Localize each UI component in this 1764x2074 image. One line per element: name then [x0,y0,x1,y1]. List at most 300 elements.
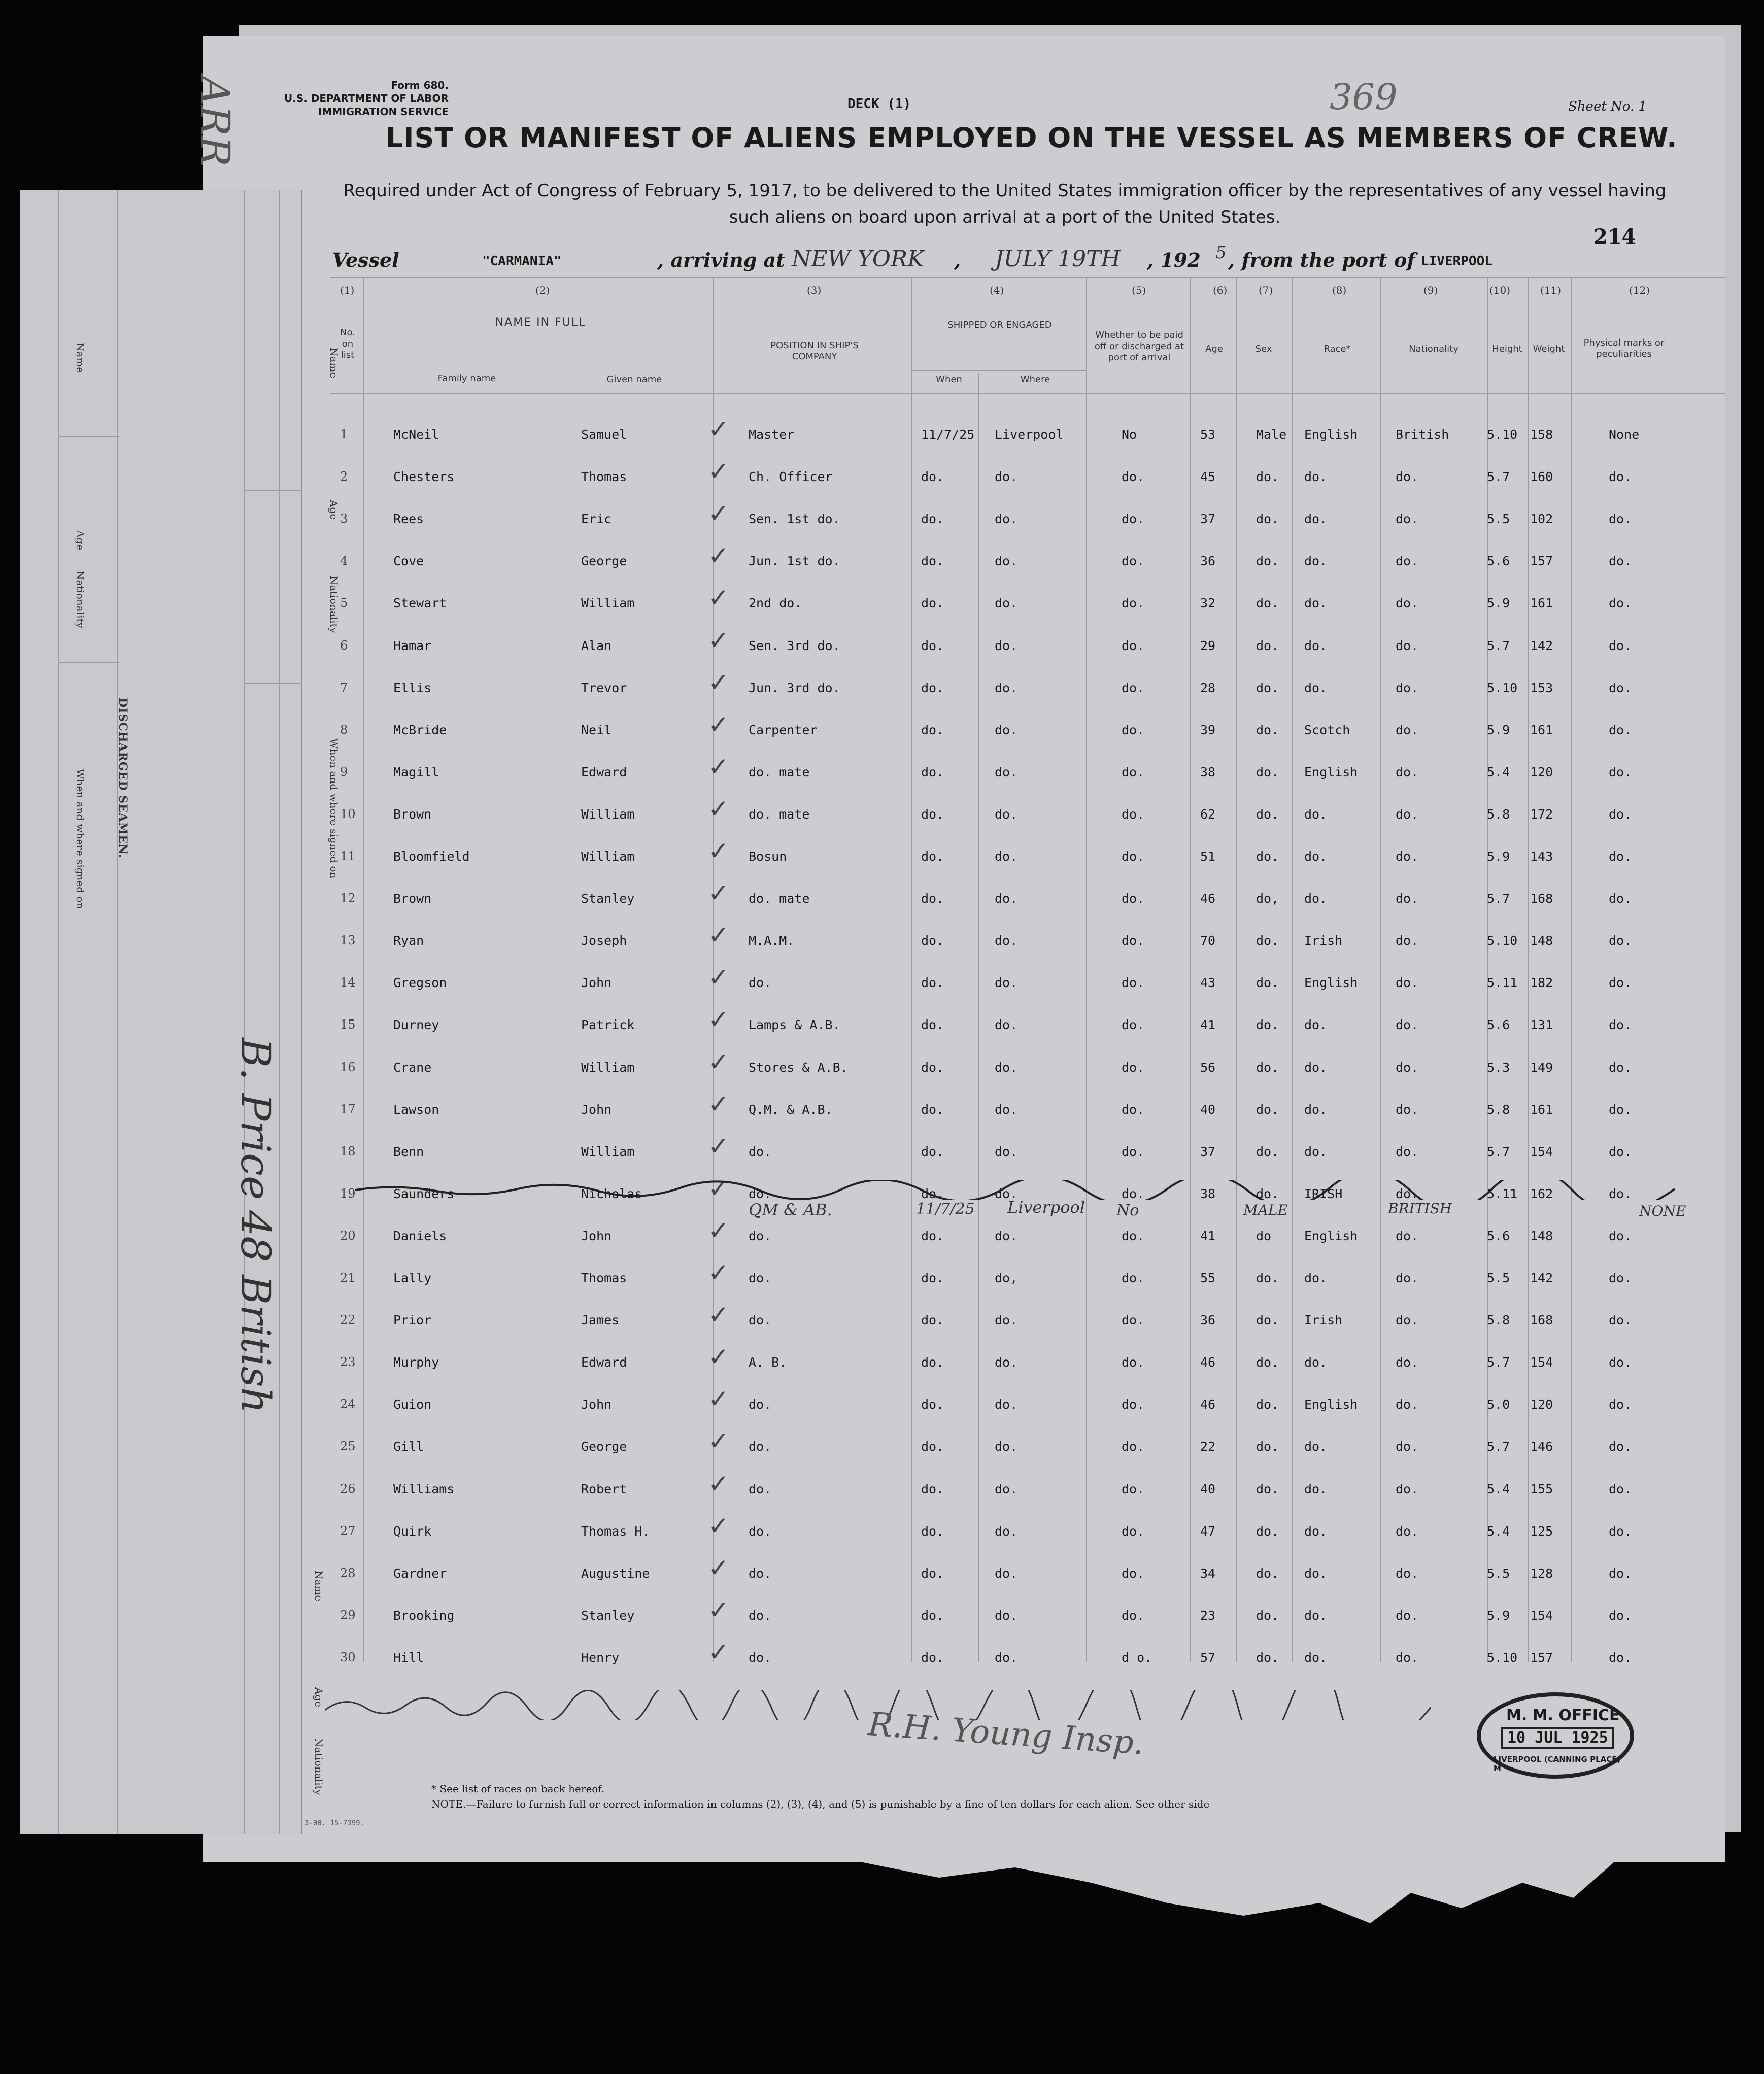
cell-given-name: Alan [581,638,612,653]
cell-weight: 158 [1530,427,1553,442]
header-height: Height [1492,344,1522,354]
cell-paid-off: do. [1122,807,1145,822]
check-mark-icon: ✓ [708,1090,729,1119]
cell-age: 46 [1200,1397,1216,1412]
check-mark-icon: ✓ [708,836,729,866]
cell-nationality: do. [1396,1271,1419,1285]
col-num-1: (1) [340,284,355,296]
cell-shipped-when: do. [921,469,944,484]
cell-height: 5.6 [1487,554,1510,568]
header-given-name: Given name [606,374,662,385]
cell-height: 5.4 [1487,765,1510,779]
cell-shipped-where: do. [995,975,1018,990]
cell-given-name: Trevor [581,681,627,695]
cell-weight: 102 [1530,512,1553,526]
cell-age: 29 [1200,638,1216,653]
cell-sex: do. [1256,1271,1279,1285]
cell-nationality: British [1396,427,1449,442]
cell-sex: do. [1256,1608,1279,1623]
cell-sex: do [1256,1229,1272,1243]
row-number: 5 [340,596,348,610]
row-number: 11 [340,849,356,863]
stamp-bottom-text: LIVERPOOL (CANNING PLACE) M [1494,1755,1621,1773]
cell-position: do. [749,1229,772,1243]
cell-physical-marks: do. [1609,1271,1632,1285]
cell-race: Irish [1304,933,1343,948]
cell-race: do. [1304,1102,1328,1117]
check-mark-icon: ✓ [708,415,729,444]
row-number: 7 [340,681,348,695]
cell-sex: do. [1256,1397,1279,1412]
cell-physical-marks: do. [1609,1397,1632,1412]
cell-position: Bosun [749,849,787,864]
row-number: 19 [340,1186,356,1201]
cell-nationality: do. [1396,596,1419,610]
check-mark-icon: ✓ [708,583,729,613]
cell-shipped-when: do. [921,512,944,526]
cell-shipped-when: do. [921,933,944,948]
cell-shipped-when: do. [921,723,944,737]
cell-family-name: Quirk [393,1524,432,1539]
cell-nationality: do. [1396,1229,1419,1243]
cell-shipped-where: do. [995,1650,1018,1665]
arrival-date: JULY 19TH [995,246,1121,272]
cell-sex: do. [1256,638,1279,653]
cell-family-name: Lawson [393,1102,439,1117]
cell-race: do. [1304,512,1328,526]
cell-weight: 149 [1530,1060,1553,1075]
cell-height: 5.9 [1487,849,1510,864]
cell-physical-marks: do. [1609,1017,1632,1032]
row-number: 22 [340,1313,356,1327]
cell-weight: 120 [1530,765,1553,779]
cell-shipped-where: do. [995,1439,1018,1454]
cell-height: 5.10 [1487,427,1518,442]
cell-family-name: Magill [393,765,439,779]
row-19-marks-correction: NONE [1639,1203,1686,1219]
header-position: POSITION IN SHIP'S COMPANY [770,340,859,362]
row-number: 8 [340,723,348,737]
cell-shipped-where: do. [995,1313,1018,1328]
cell-shipped-where: do. [995,1566,1018,1581]
cell-nationality: do. [1396,1355,1419,1370]
cell-nationality: do. [1396,1650,1419,1665]
cell-paid-off: do. [1122,1397,1145,1412]
cell-paid-off: do. [1122,1608,1145,1623]
cell-family-name: Daniels [393,1229,447,1243]
stub-when-where-label: When and where signed on [74,769,86,909]
cell-paid-off: do. [1122,1144,1145,1159]
cell-sex: do. [1256,1439,1279,1454]
cell-nationality: do. [1396,1060,1419,1075]
check-mark-icon: ✓ [708,1174,729,1203]
cell-weight: 142 [1530,638,1553,653]
cell-weight: 154 [1530,1144,1553,1159]
cell-paid-off: do. [1122,1524,1145,1539]
cell-age: 41 [1200,1229,1216,1243]
cell-given-name: William [581,1144,635,1159]
cell-sex: do. [1256,765,1279,779]
cell-given-name: Thomas [581,1271,627,1285]
cell-given-name: Neil [581,723,612,737]
col-num-11: (11) [1540,284,1562,296]
row-number: 3 [340,512,348,526]
cell-nationality: do. [1396,1482,1419,1497]
stub-name-label: Name [74,343,86,373]
vessel-name: "CARMANIA" [482,254,562,269]
check-mark-icon: ✓ [708,1047,729,1077]
cell-position: do. [749,1144,772,1159]
cell-height: 5.5 [1487,1566,1510,1581]
cell-height: 5.7 [1487,638,1510,653]
cell-height: 5.9 [1487,596,1510,610]
cell-race: English [1304,1397,1358,1412]
cell-physical-marks: do. [1609,1524,1632,1539]
cell-given-name: Joseph [581,933,627,948]
cell-age: 43 [1200,975,1216,990]
cell-family-name: Williams [393,1482,455,1497]
department: U.S. DEPARTMENT OF LABOR [284,92,449,105]
cell-shipped-where: do. [995,554,1018,568]
cell-race: do. [1304,1017,1328,1032]
cell-nationality: do. [1396,807,1419,822]
cell-family-name: Murphy [393,1355,439,1370]
cell-shipped-when: do. [921,1060,944,1075]
cell-given-name: Patrick [581,1017,635,1032]
row-19-sex-correction: MALE [1243,1202,1288,1218]
cell-weight: 161 [1530,596,1553,610]
cell-given-name: Augustine [581,1566,650,1581]
check-mark-icon: ✓ [708,1300,729,1330]
cell-shipped-when: do. [921,1439,944,1454]
stub-age-label-lower: Age [313,1687,325,1708]
cell-position: Lamps & A.B. [749,1017,840,1032]
margin-letters: ARR [191,76,239,167]
cell-shipped-where: do. [995,723,1018,737]
row-number: 6 [340,638,348,653]
cell-weight: 162 [1530,1186,1553,1201]
cell-family-name: Gregson [393,975,447,990]
required-statement: Required under Act of Congress of February 5, 1917, to be delivered to the United States immigration officer by the representatives of any vessel having such aliens on board upon arrival at a port of the United States. [343,181,1667,227]
cell-shipped-when: do. [921,807,944,822]
cell-nationality: do. [1396,638,1419,653]
cell-position: do. [749,1608,772,1623]
header-when: When [936,374,962,385]
cell-sex: do. [1256,1186,1279,1201]
cell-weight: 148 [1530,933,1553,948]
stub-nationality-label: Nationality [74,571,86,628]
cell-position: do. [749,1524,772,1539]
torn-paper-edge [203,1807,1725,1939]
cell-race: do. [1304,1566,1328,1581]
cell-family-name: Ryan [393,933,424,948]
cell-height: 5.7 [1487,1144,1510,1159]
cell-sex: do. [1256,1017,1279,1032]
cell-nationality: do. [1396,1186,1419,1201]
row-number: 9 [340,765,348,779]
row-number: 1 [340,427,348,441]
cell-shipped-where: do. [995,933,1018,948]
cell-height: 5.7 [1487,1439,1510,1454]
cell-race: do. [1304,681,1328,695]
cell-physical-marks: do. [1609,1650,1632,1665]
cell-given-name: James [581,1313,620,1328]
handwritten-page-number: 369 [1330,76,1398,118]
cell-height: 5.7 [1487,891,1510,906]
cell-given-name: Eric [581,512,612,526]
cell-position: Carpenter [749,723,818,737]
check-mark-icon: ✓ [708,1005,729,1034]
cell-shipped-where: do. [995,1397,1018,1412]
row-19-paid-correction: No [1116,1202,1139,1219]
cell-family-name: Hamar [393,638,432,653]
col-num-7: (7) [1259,284,1273,296]
stub-nationality-label-lower: Nationality [313,1738,325,1795]
cell-height: 5.6 [1487,1229,1510,1243]
cell-family-name: Crane [393,1060,432,1075]
cell-paid-off: do. [1122,1482,1145,1497]
cell-sex: do. [1256,1313,1279,1328]
cell-paid-off: do. [1122,638,1145,653]
check-mark-icon: ✓ [708,457,729,486]
cell-nationality: do. [1396,1439,1419,1454]
check-mark-icon: ✓ [708,1553,729,1583]
cell-position: do. mate [749,807,810,822]
cell-shipped-where: do. [995,512,1018,526]
cell-position: Sen. 3rd do. [749,638,840,653]
cell-height: 5.4 [1487,1524,1510,1539]
cell-age: 37 [1200,1144,1216,1159]
cell-sex: do. [1256,596,1279,610]
cell-sex: do. [1256,1355,1279,1370]
cell-shipped-where: do. [995,596,1018,610]
cell-given-name: William [581,849,635,864]
cell-physical-marks: do. [1609,1566,1632,1581]
cell-shipped-where: do. [995,1608,1018,1623]
cell-paid-off: do. [1122,1355,1145,1370]
cell-position: do. [749,1397,772,1412]
cell-race: do. [1304,1144,1328,1159]
check-mark-icon: ✓ [708,1132,729,1161]
cell-family-name: Lally [393,1271,432,1285]
cell-nationality: do. [1396,469,1419,484]
cell-age: 62 [1200,807,1216,822]
cell-weight: 120 [1530,1397,1553,1412]
cell-age: 28 [1200,681,1216,695]
cell-weight: 182 [1530,975,1553,990]
cell-position: 2nd do. [749,596,802,610]
cell-weight: 157 [1530,554,1553,568]
check-mark-icon: ✓ [708,499,729,528]
cell-paid-off: do. [1122,849,1145,864]
year-prefix: , 192 [1147,249,1201,271]
page-title: LIST OR MANIFEST OF ALIENS EMPLOYED ON THE VESSEL AS MEMBERS OF CREW. [386,122,1678,154]
cell-weight: 125 [1530,1524,1553,1539]
from-label: , from the port of [1228,249,1415,271]
cell-height: 5.6 [1487,1017,1510,1032]
stamp-date: 10 JUL 1925 [1501,1727,1614,1749]
cell-race: do. [1304,1524,1328,1539]
page-number-214: 214 [1593,225,1636,249]
row-19-position-correction: QM & AB. [749,1200,832,1219]
cell-race: do. [1304,596,1328,610]
check-mark-icon: ✓ [708,1469,729,1499]
cell-physical-marks: do. [1609,1102,1632,1117]
cell-sex: do. [1256,1102,1279,1117]
cell-shipped-when: do. [921,849,944,864]
cell-height: 5.9 [1487,723,1510,737]
cell-family-name: Cove [393,554,424,568]
cell-given-name: John [581,975,612,990]
cell-race: do. [1304,1439,1328,1454]
cell-family-name: Bloomfield [393,849,470,864]
col-num-6: (6) [1213,284,1228,296]
cell-shipped-when: do. [921,1144,944,1159]
cell-race: do. [1304,1060,1328,1075]
cell-nationality: do. [1396,933,1419,948]
cell-sex: do. [1256,723,1279,737]
check-mark-icon: ✓ [708,626,729,655]
cell-paid-off: do. [1122,1271,1145,1285]
cell-shipped-where: do. [995,1102,1018,1117]
cell-physical-marks: do. [1609,638,1632,653]
cell-position: do. [749,1313,772,1328]
header-sex: Sex [1255,344,1272,354]
cell-sex: do. [1256,933,1279,948]
cell-age: 57 [1200,1650,1216,1665]
cell-age: 32 [1200,596,1216,610]
cell-height: 5.8 [1487,807,1510,822]
cell-paid-off: d o. [1122,1650,1152,1665]
cell-shipped-when: do. [921,1608,944,1623]
cell-weight: 142 [1530,1271,1553,1285]
cell-nationality: do. [1396,891,1419,906]
cell-height: 5.7 [1487,469,1510,484]
cell-shipped-where: do. [995,1186,1018,1201]
cell-height: 5.10 [1487,681,1518,695]
cell-race: Irish [1304,1313,1343,1328]
cell-height: 5.7 [1487,1355,1510,1370]
row-number: 4 [340,554,348,568]
cell-shipped-when: do. [921,638,944,653]
cell-given-name: Edward [581,765,627,779]
cell-paid-off: do. [1122,933,1145,948]
cell-given-name: William [581,1060,635,1075]
cell-given-name: John [581,1229,612,1243]
cell-paid-off: do. [1122,554,1145,568]
cell-sex: Male [1256,427,1287,442]
cell-age: 38 [1200,765,1216,779]
cell-height: 5.0 [1487,1397,1510,1412]
row-19-where-correction: Liverpool [1007,1198,1085,1217]
cell-weight: 154 [1530,1608,1553,1623]
cell-sex: do. [1256,512,1279,526]
cell-shipped-when: do. [921,681,944,695]
form-number: Form 680. [391,79,449,91]
cell-shipped-where: do. [995,638,1018,653]
cell-height: 5.9 [1487,1608,1510,1623]
cell-sex: do. [1256,1144,1279,1159]
header-name-in-full: NAME IN FULL [495,316,586,329]
stamp-top-text: M. M. OFFICE [1506,1707,1620,1724]
cell-age: 70 [1200,933,1216,948]
header-family-name: Family name [437,373,496,384]
cell-given-name: George [581,1439,627,1454]
cell-nationality: do. [1396,681,1419,695]
cell-family-name: Guion [393,1397,432,1412]
row-19-when-correction: 11/7/25 [916,1200,975,1218]
cell-shipped-where: do, [995,1271,1018,1285]
cell-age: 47 [1200,1524,1216,1539]
cell-shipped-where: do. [995,765,1018,779]
row-19-nationality-correction: BRITISH [1388,1200,1452,1217]
header-nationality: Nationality [1409,344,1458,354]
cell-shipped-where: do. [995,807,1018,822]
cell-physical-marks: do. [1609,765,1632,779]
check-mark-icon: ✓ [708,710,729,739]
col-num-2: (2) [535,284,550,296]
cell-sex: do, [1256,891,1279,906]
cell-family-name: Brown [393,891,432,906]
cell-physical-marks: None [1609,427,1640,442]
cell-nationality: do. [1396,975,1419,990]
row-number: 16 [340,1060,356,1074]
row-number: 20 [340,1229,356,1243]
cell-weight: 160 [1530,469,1553,484]
cell-race: English [1304,975,1358,990]
cell-given-name: Edward [581,1355,627,1370]
cell-physical-marks: do. [1609,596,1632,610]
cell-age: 51 [1200,849,1216,864]
header-paid-off: Whether to be paid off or discharged at port of arrival [1094,330,1184,363]
cell-shipped-when: do. [921,1186,944,1201]
check-mark-icon: ✓ [708,1595,729,1625]
cell-sex: do. [1256,554,1279,568]
row-number: 26 [340,1482,356,1496]
cell-family-name: Chesters [393,469,455,484]
row-number: 25 [340,1439,356,1453]
cell-weight: 155 [1530,1482,1553,1497]
row-number: 27 [340,1524,356,1538]
cell-paid-off: do. [1122,1229,1145,1243]
cell-position: do. mate [749,765,810,779]
cell-physical-marks: do. [1609,849,1632,864]
check-mark-icon: ✓ [708,1216,729,1245]
cell-position: Jun. 3rd do. [749,681,840,695]
row-number: 2 [340,469,348,484]
cell-physical-marks: do. [1609,1060,1632,1075]
cell-family-name: Gill [393,1439,424,1454]
check-mark-icon: ✓ [708,1384,729,1414]
cell-given-name: John [581,1102,612,1117]
check-mark-icon: ✓ [708,752,729,781]
cell-shipped-when: do. [921,1397,944,1412]
cell-sex: do. [1256,1650,1279,1665]
row-number: 28 [340,1566,356,1580]
cell-shipped-when: 11/7/25 [921,427,975,442]
check-mark-icon: ✓ [708,1426,729,1456]
header-shipped: SHIPPED OR ENGAGED [947,320,1052,330]
cell-family-name: McBride [393,723,447,737]
service: IMMIGRATION SERVICE [318,106,449,118]
cell-physical-marks: do. [1609,1229,1632,1243]
check-mark-icon: ✓ [708,1342,729,1372]
cell-shipped-when: do. [921,1482,944,1497]
cell-position: M.A.M. [749,933,795,948]
row-number: 14 [340,975,356,990]
cell-race: English [1304,765,1358,779]
footnote-races: * See list of races on back hereof. [431,1783,605,1795]
